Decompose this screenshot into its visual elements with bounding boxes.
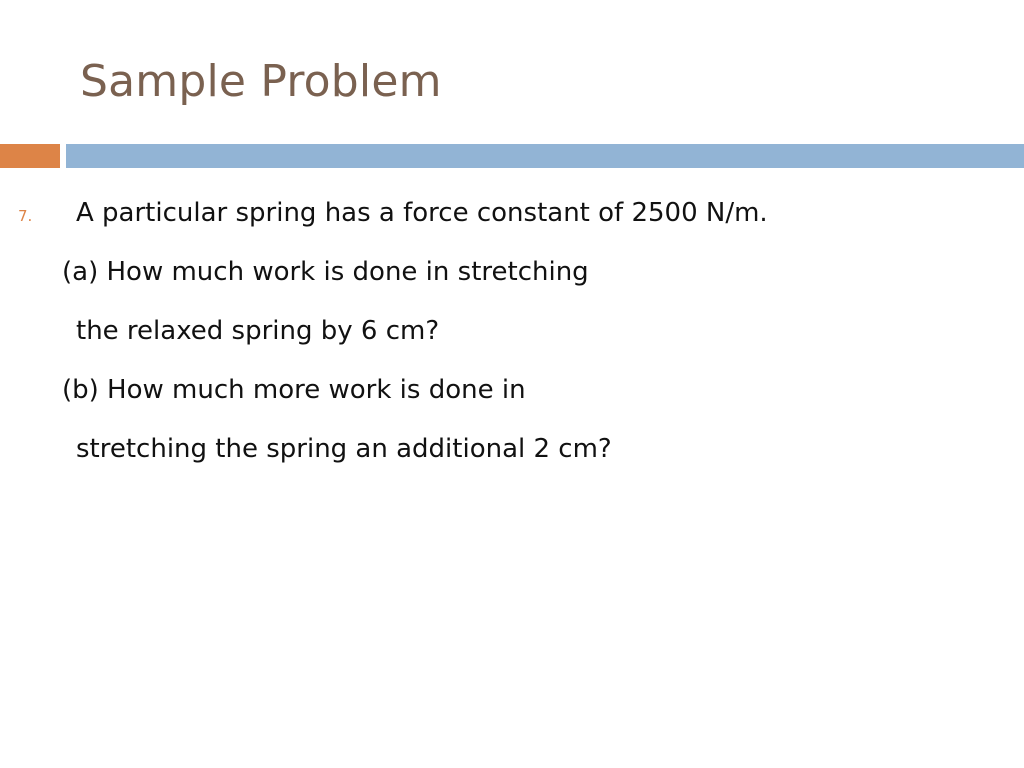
- accent-bar-blue: [66, 144, 1024, 168]
- question-a-line-2: the relaxed spring by 6 cm?: [76, 316, 440, 346]
- question-b-line-1: (b) How much more work is done in: [62, 375, 526, 405]
- bullet-number: 7.: [18, 207, 33, 225]
- slide-title: Sample Problem: [80, 56, 442, 107]
- question-b-line-2: stretching the spring an additional 2 cm?: [76, 434, 612, 464]
- problem-statement: A particular spring has a force constant of 2500 N/m.: [76, 198, 768, 228]
- accent-bar-orange: [0, 144, 60, 168]
- question-a-line-1: (a) How much work is done in stretching: [62, 257, 589, 287]
